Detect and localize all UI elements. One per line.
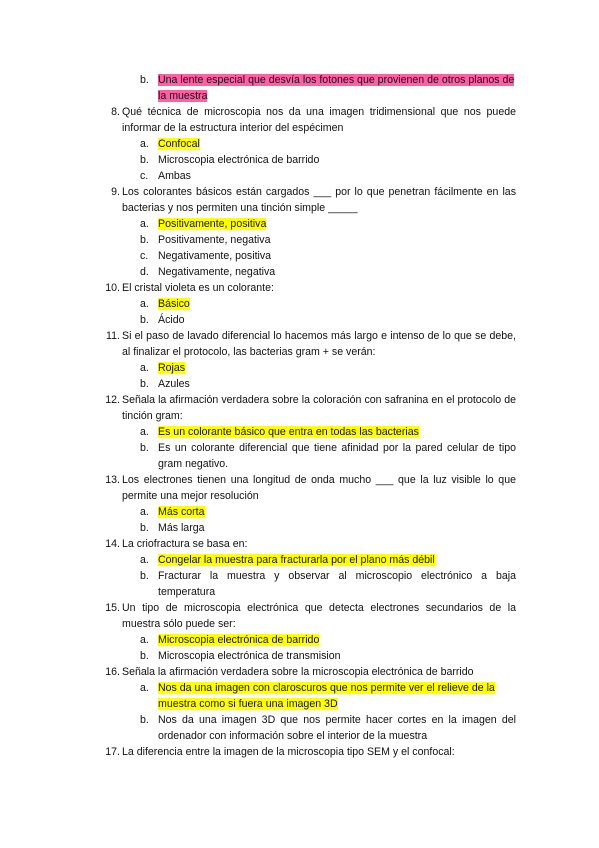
- option-letter: c.: [140, 250, 149, 262]
- option-letter: b.: [140, 570, 149, 582]
- option-letter: a.: [140, 362, 149, 374]
- option-letter: b.: [140, 650, 149, 662]
- option-letter: a.: [140, 426, 149, 438]
- option-letter: b.: [140, 442, 149, 454]
- option-letter: b.: [140, 714, 149, 726]
- option-letter: a.: [140, 298, 149, 310]
- option-letter: b.: [140, 74, 149, 86]
- option-text: Microscopia electrónica de barrido: [158, 154, 320, 166]
- option-letter: a.: [140, 554, 149, 566]
- option-letter: b.: [140, 314, 149, 326]
- option-text: Negativamente, positiva: [158, 250, 272, 262]
- question-number: 17.: [105, 746, 120, 758]
- option-text: Más corta: [158, 506, 205, 518]
- question-number: 12.: [105, 394, 120, 406]
- option-letter: a.: [140, 506, 149, 518]
- option-letter: a.: [140, 218, 149, 230]
- question-text: Un tipo de microscopia electrónica que detecta electrones secundarios de la muestra sólo puede ser:: [122, 602, 516, 630]
- question-text: Si el paso de lavado diferencial lo hacemos más largo e intenso de lo que se debe, al finalizar el protocolo, las bacterias gram + se verán:: [122, 330, 516, 358]
- option-text: Es un colorante básico que entra en todas las bacterias: [158, 426, 419, 438]
- question-text: Qué técnica de microscopia nos da una imagen tridimensional que nos puede informar de la estructura interior del espécimen: [122, 106, 516, 134]
- question-text: Señala la afirmación verdadera sobre la coloración con safranina en el protocolo de tinción gram:: [122, 394, 516, 422]
- question-number: 11.: [106, 330, 120, 342]
- question-number: 13.: [105, 474, 120, 486]
- option-text: Positivamente, positiva: [158, 218, 267, 230]
- option-letter: d.: [140, 266, 149, 278]
- option-text: Básico: [158, 298, 190, 310]
- option-letter: c.: [140, 170, 149, 182]
- question-number: 8.: [111, 106, 120, 118]
- question-text: La diferencia entre la imagen de la microscopia tipo SEM y el confocal:: [122, 746, 455, 758]
- question-number: 9.: [111, 186, 120, 198]
- question-number: 10.: [105, 282, 120, 294]
- question-text: Señala la afirmación verdadera sobre la microscopia electrónica de barrido: [122, 666, 474, 678]
- option-text: Confocal: [158, 138, 200, 150]
- option-text: Fracturar la muestra y observar al microscopio electrónico a baja temperatura: [158, 570, 516, 598]
- question-text: El cristal violeta es un colorante:: [122, 282, 274, 294]
- question-text: Los colorantes básicos están cargados ___ por lo que penetran fácilmente en las bacterias y nos permiten una tinción simple _____: [122, 186, 516, 214]
- question-text: Los electrones tienen una longitud de onda mucho ___ que la luz visible lo que permite una mejor resolución: [122, 474, 516, 502]
- option-text: Positivamente, negativa: [158, 234, 271, 246]
- question-text: La criofractura se basa en:: [122, 538, 248, 550]
- option-text: Es un colorante diferencial que tiene afinidad por la pared celular de tipo gram negativo.: [158, 442, 516, 470]
- question-number: 14.: [105, 538, 120, 550]
- option-text: Una lente especial que desvía los fotones que provienen de otros planos de la muestra: [158, 74, 515, 102]
- option-text: Congelar la muestra para fracturarla por el plano más débil: [158, 554, 435, 566]
- option-text: Más larga: [158, 522, 205, 534]
- option-letter: a.: [140, 138, 149, 150]
- option-text: Microscopia electrónica de transmision: [158, 650, 341, 662]
- option-text: Azules: [158, 378, 190, 390]
- option-letter: b.: [140, 522, 149, 534]
- option-letter: a.: [140, 634, 149, 646]
- question-number: 15.: [105, 602, 120, 614]
- option-letter: b.: [140, 378, 149, 390]
- option-letter: b.: [140, 234, 149, 246]
- option-text: Ambas: [158, 170, 191, 182]
- option-text: Ácido: [158, 314, 185, 326]
- option-letter: b.: [140, 154, 149, 166]
- option-text: Nos da una imagen con claroscuros que nos permite ver el relieve de la muestra como si fuera una imagen 3D: [158, 682, 495, 710]
- option-text: Negativamente, negativa: [158, 266, 276, 278]
- option-text: Rojas: [158, 362, 186, 374]
- question-number: 16.: [105, 666, 120, 678]
- option-letter: a.: [140, 682, 149, 694]
- option-text: Nos da una imagen 3D que nos permite hacer cortes en la imagen del ordenador con información sobre el interior de la muestra: [158, 714, 516, 742]
- option-text: Microscopia electrónica de barrido: [158, 634, 320, 646]
